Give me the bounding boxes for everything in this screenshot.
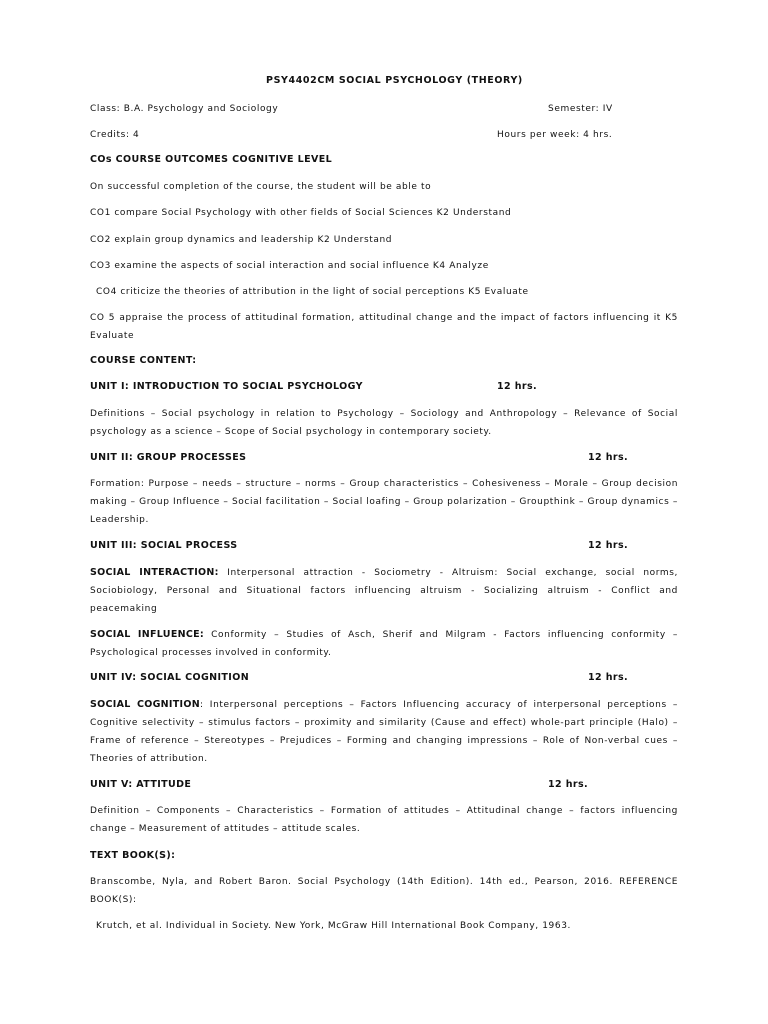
outcome-co4: CO4 criticize the theories of attribution in the light of social perceptions K5 Evaluate [96,287,529,297]
social-influence-paragraph [90,626,678,662]
textbook-heading: TEXT BOOK(S): [90,850,176,861]
unit-5-heading: UNIT V: ATTITUDE [90,779,192,790]
unit-3-hours: 12 hrs. [588,540,629,551]
social-interaction-lead: SOCIAL INTERACTION: [90,567,219,578]
social-influence-text: Conformity – Studies of Asch, Sherif and Milgram - Factors influencing conformity – Psychological processes involved in conformity. [90,630,678,658]
unit-2-hours: 12 hrs. [588,452,629,463]
unit-4-paragraph [90,696,678,768]
unit-2-heading: UNIT II: GROUP PROCESSES [90,452,247,463]
unit-4-hours: 12 hrs. [588,672,629,683]
hours-per-week-line: Hours per week: 4 hrs. [497,130,613,140]
outcome-co5: CO 5 appraise the process of attitudinal formation, attitudinal change and the impact of factors influencing it K5 Evaluate [90,313,678,341]
unit-5-hours: 12 hrs. [548,779,589,790]
textbook-entry: Branscombe, Nyla, and Robert Baron. Social Psychology (14th Edition). 14th ed., Pearson, 2016. REFERENCE BOOK(S): [90,877,678,905]
unit-5-content: Definition – Components – Characteristics – Formation of attitudes – Attitudinal change – factors influencing change – Measurement of attitudes – attitude scales. [90,806,678,834]
unit-4-content: : Interpersonal perceptions – Factors Influencing accuracy of interpersonal perceptions – Cognitive selectivity – stimulus factors – proximity and similarity (Cause and effect) whole-part principle (Halo) – Frame of reference – Stereotypes – Prejudices – Forming and changing impressions – Role of Non-verbal cues – Theories of attribution. [90,700,678,764]
credits-line: Credits: 4 [90,130,140,140]
outcome-co2: CO2 explain group dynamics and leadership K2 Understand [90,235,393,245]
unit-4-heading: UNIT IV: SOCIAL COGNITION [90,672,250,683]
page-title: PSY4402CM SOCIAL PSYCHOLOGY (THEORY) [266,75,523,86]
reference-entry: Krutch, et al. Individual in Society. New York, McGraw Hill International Book Company, 1963. [96,921,571,931]
unit-1-hours: 12 hrs. [497,381,538,392]
semester-line: Semester: IV [548,104,613,114]
unit-2-content: Formation: Purpose – needs – structure – norms – Group characteristics – Cohesiveness – Morale – Group decision making – Group Influence – Social facilitation – Social loafing – Group polarization – Groupthink – Group dynamics – Leadership. [90,479,678,525]
social-influence-lead: SOCIAL INFLUENCE: [90,629,205,640]
social-cognition-lead: SOCIAL COGNITION [90,699,201,710]
outcome-co1: CO1 compare Social Psychology with other fields of Social Sciences K2 Understand [90,208,512,218]
unit-1-heading: UNIT I: INTRODUCTION TO SOCIAL PSYCHOLOGY [90,381,363,392]
course-outcomes-heading: COs COURSE OUTCOMES COGNITIVE LEVEL [90,154,333,165]
unit-1-content: Definitions – Social psychology in relation to Psychology – Sociology and Anthropology – Relevance of Social psychology as a science – Scope of Social psychology in contemporary society. [90,409,678,437]
class-line: Class: B.A. Psychology and Sociology [90,104,279,114]
outcomes-intro: On successful completion of the course, the student will be able to [90,182,432,192]
social-interaction-paragraph [90,564,678,618]
social-interaction-text: Interpersonal attraction - Sociometry - Altruism: Social exchange, social norms, Sociobiology, Personal and Situational factors influencing altruism - Socializing altruism - Conflict and peacemaking [90,568,678,614]
unit-3-heading: UNIT III: SOCIAL PROCESS [90,540,238,551]
course-content-heading: COURSE CONTENT: [90,355,197,366]
outcome-co3: CO3 examine the aspects of social interaction and social influence K4 Analyze [90,261,489,271]
